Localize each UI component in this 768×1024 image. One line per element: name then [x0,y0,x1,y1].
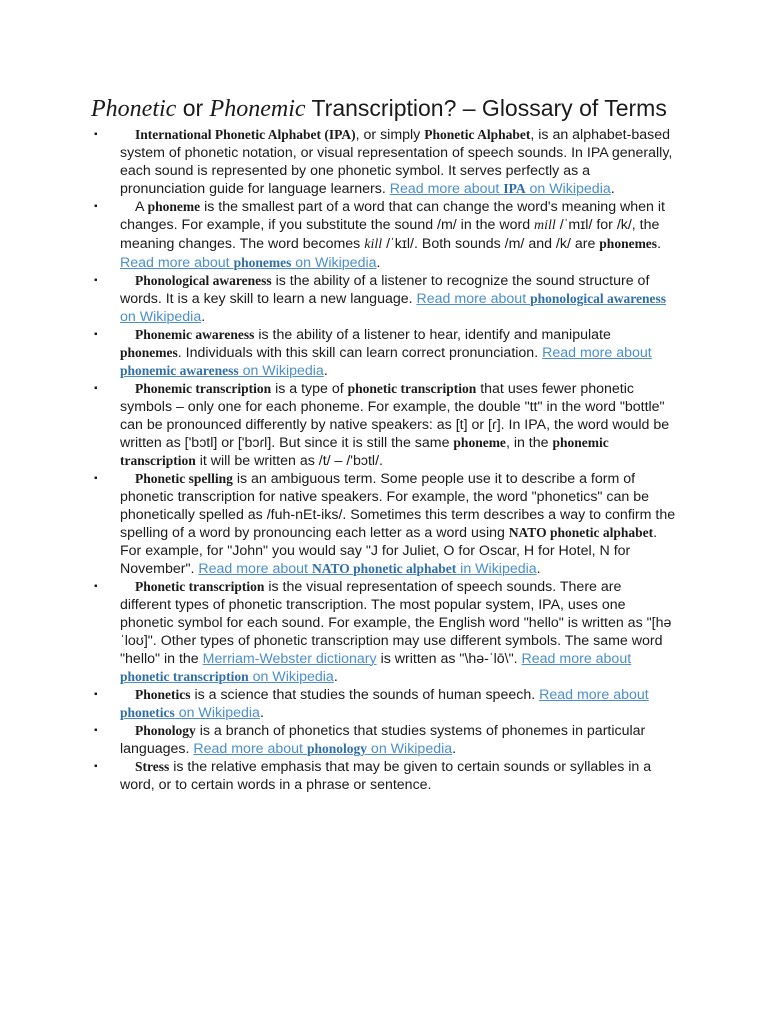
link-ipa-wikipedia[interactable] [390,181,611,197]
term-phonemic-transcription: phonemic transcription [120,435,609,468]
bullet-icon: ▪ [94,201,98,212]
entry-text: . [610,181,615,197]
entry-text: is the ability of a listener to recognize the sound structure of words. It is a key skill to learn a new language. [120,273,650,307]
term-phonetic-spelling: Phonetic spelling [135,471,233,486]
entry-text: . [201,309,206,325]
term-phonemes: phonemes [120,345,178,360]
term-phonetic-transcription: phonetic transcription [347,381,477,396]
term-nato-phonetic-alphabet: NATO phonetic alphabet [508,525,654,540]
entry-text: is an ambiguous term. Some people use it to describe a form of phonetic transcription for native speakers. For example, the word "phonetics" can be phonetically spelled as /fuh-nEt-iks/. Sometimes this term describes a way to confirm the spelling of a word by pronouncing each letter as a word using [120,471,676,541]
link-phonology-wikipedia[interactable] [193,741,452,757]
link-text: on Wikipedia [238,363,324,379]
glossary-entry-phonemic-awareness [0,326,768,380]
entry-text: is the visual representation of speech sounds. There are different types of phonetic transcription. The most popular system, IPA, uses one phonetic symbol for each sound. For example, the English word "hello" is written as "[həˈloʊ]". Other types of phonetic transcription may use different symbols. The same word "hello" in the [120,579,672,667]
glossary-entry-phonetics [0,686,768,722]
term-phonemes: phonemes [599,236,658,251]
link-text: Read more about [539,687,649,703]
entry-text: is a branch of phonetics that studies systems of phonemes in particular languages. [120,723,646,757]
link-term: phonetics [120,705,175,720]
term-phonetic-transcription: Phonetic transcription [135,579,265,594]
entry-text: . [536,561,541,577]
link-term: IPA [503,181,526,196]
entry-text: is the relative emphasis that may be given to certain sounds or syllables in a word, or to certain words in a phrase or sentence. [120,759,652,793]
glossary-entry-phonetic-transcription [0,578,768,686]
entry-text: , is an alphabet-based system of phonetic notation, or visual representation of speech sounds. In IPA generally, each sound is represented by one phonetic symbol. It serves perfectly as a pronunciation guide for language learners. [120,127,673,197]
term-ipa: International Phonetic Alphabet (IPA) [135,127,356,142]
link-text: Read more about [521,651,632,667]
link-term: NATO phonetic alphabet [311,561,457,576]
entry-text: . Individuals with this skill can learn correct pronunciation. [177,345,543,361]
bullet-icon: ▪ [94,761,98,772]
link-nato-alphabet-wikipedia[interactable] [198,561,536,577]
link-text: on Wikipedia [525,181,611,197]
bullet-icon: ▪ [94,689,98,700]
link-text: on Wikipedia [248,669,334,685]
entry-text: , or simply [355,127,425,143]
term-phonetic-alphabet: Phonetic Alphabet [424,127,531,142]
bullet-icon: ▪ [94,275,98,286]
link-text: Read more about [389,181,504,197]
title-rest: Transcription? – Glossary of Terms [305,95,667,121]
bullet-icon: ▪ [94,129,98,140]
entry-text: /ˈkɪl/. Both sounds /m/ and /k/ are [382,236,600,252]
term-phonetics: Phonetics [135,687,191,702]
glossary-entry-phonetic-spelling [0,470,768,578]
term-phoneme: phoneme [147,199,201,214]
glossary-entry-phoneme [0,198,768,272]
link-text: on Wikipedia [291,255,377,271]
link-text: on Wikipedia [366,741,453,757]
entry-text: that uses fewer phonetic symbols – only one for each phoneme. For example, the double "tt" in the word "bottle" can be pronounced differently by native speakers: as [t] or [ɾ]. In IPA, the word would be written as ['bɔtl] or ['bɔɾl]. But since it is still the same [120,381,670,451]
link-term: phonological awareness [530,291,666,306]
bullet-icon: ▪ [94,383,98,394]
link-merriam-webster[interactable]: Merriam-Webster dictionary [202,651,377,667]
entry-text: A [135,199,148,215]
link-term: phonetic transcription [120,669,249,684]
page-title [91,94,667,123]
link-term: phonemes [233,255,292,270]
link-text: on Wikipedia [174,705,260,721]
link-text: Read more about [198,561,312,577]
entry-text: . [333,669,338,685]
link-text: on Wikipedia [120,309,202,325]
entry-text: . [376,255,381,271]
title-or: or [176,95,210,121]
title-word-phonetic: Phonetic [91,96,177,122]
entry-text: is a science that studies the sounds of human speech. [190,687,540,703]
term-phoneme: phoneme [453,435,506,450]
link-text: Read more about [120,255,234,271]
glossary-entry-ipa [0,126,768,198]
entry-text: it will be written as /t/ – /'bɔtl/. [195,453,383,469]
link-phonemes-wikipedia[interactable] [120,255,377,271]
entry-text: is the ability of a listener to hear, identify and manipulate [254,327,611,343]
link-text: Read more about [193,741,307,757]
example-word-mill: mill [534,218,556,233]
bullet-icon: ▪ [94,725,98,736]
link-text: Read more about [542,345,652,361]
entry-text: . [657,236,662,252]
entry-text: . For example, for "John" you would say "J for Juliet, O for Oscar, H for Hotel, N for November". [120,525,658,577]
glossary-entry-phonology [0,722,768,758]
link-text: Read more about [416,291,531,307]
entry-text: , in the [505,435,553,451]
glossary-entry-phonemic-transcription [0,380,768,470]
bullet-icon: ▪ [94,329,98,340]
example-word-kill: kill [364,237,383,252]
entry-text: . [259,705,264,721]
link-term: phonemic awareness [120,363,239,378]
entry-text: . [323,363,328,379]
term-phonological-awareness: Phonological awareness [135,273,272,288]
link-text: in Wikipedia [456,561,537,577]
link-term: phonology [306,741,367,756]
entry-text: /ˈmɪl/ for /k/, the meaning changes. The word becomes [120,217,660,252]
title-word-phonemic: Phonemic [209,96,306,122]
glossary-list [0,126,768,794]
term-stress: Stress [135,759,170,774]
glossary-entry-stress [0,758,768,794]
entry-text: is a type of [271,381,348,397]
term-phonemic-awareness: Phonemic awareness [135,327,255,342]
term-phonology: Phonology [135,723,196,738]
entry-text: is written as "\hə-ˈlō\". [376,651,522,667]
entry-text: is the smallest part of a word that can change the word's meaning when it changes. For example, if you substitute the sound /m/ in the word [120,199,665,233]
bullet-icon: ▪ [94,581,98,592]
entry-text: . [452,741,457,757]
bullet-icon: ▪ [94,473,98,484]
term-phonemic-transcription: Phonemic transcription [135,381,272,396]
glossary-entry-phonological-awareness [0,272,768,326]
